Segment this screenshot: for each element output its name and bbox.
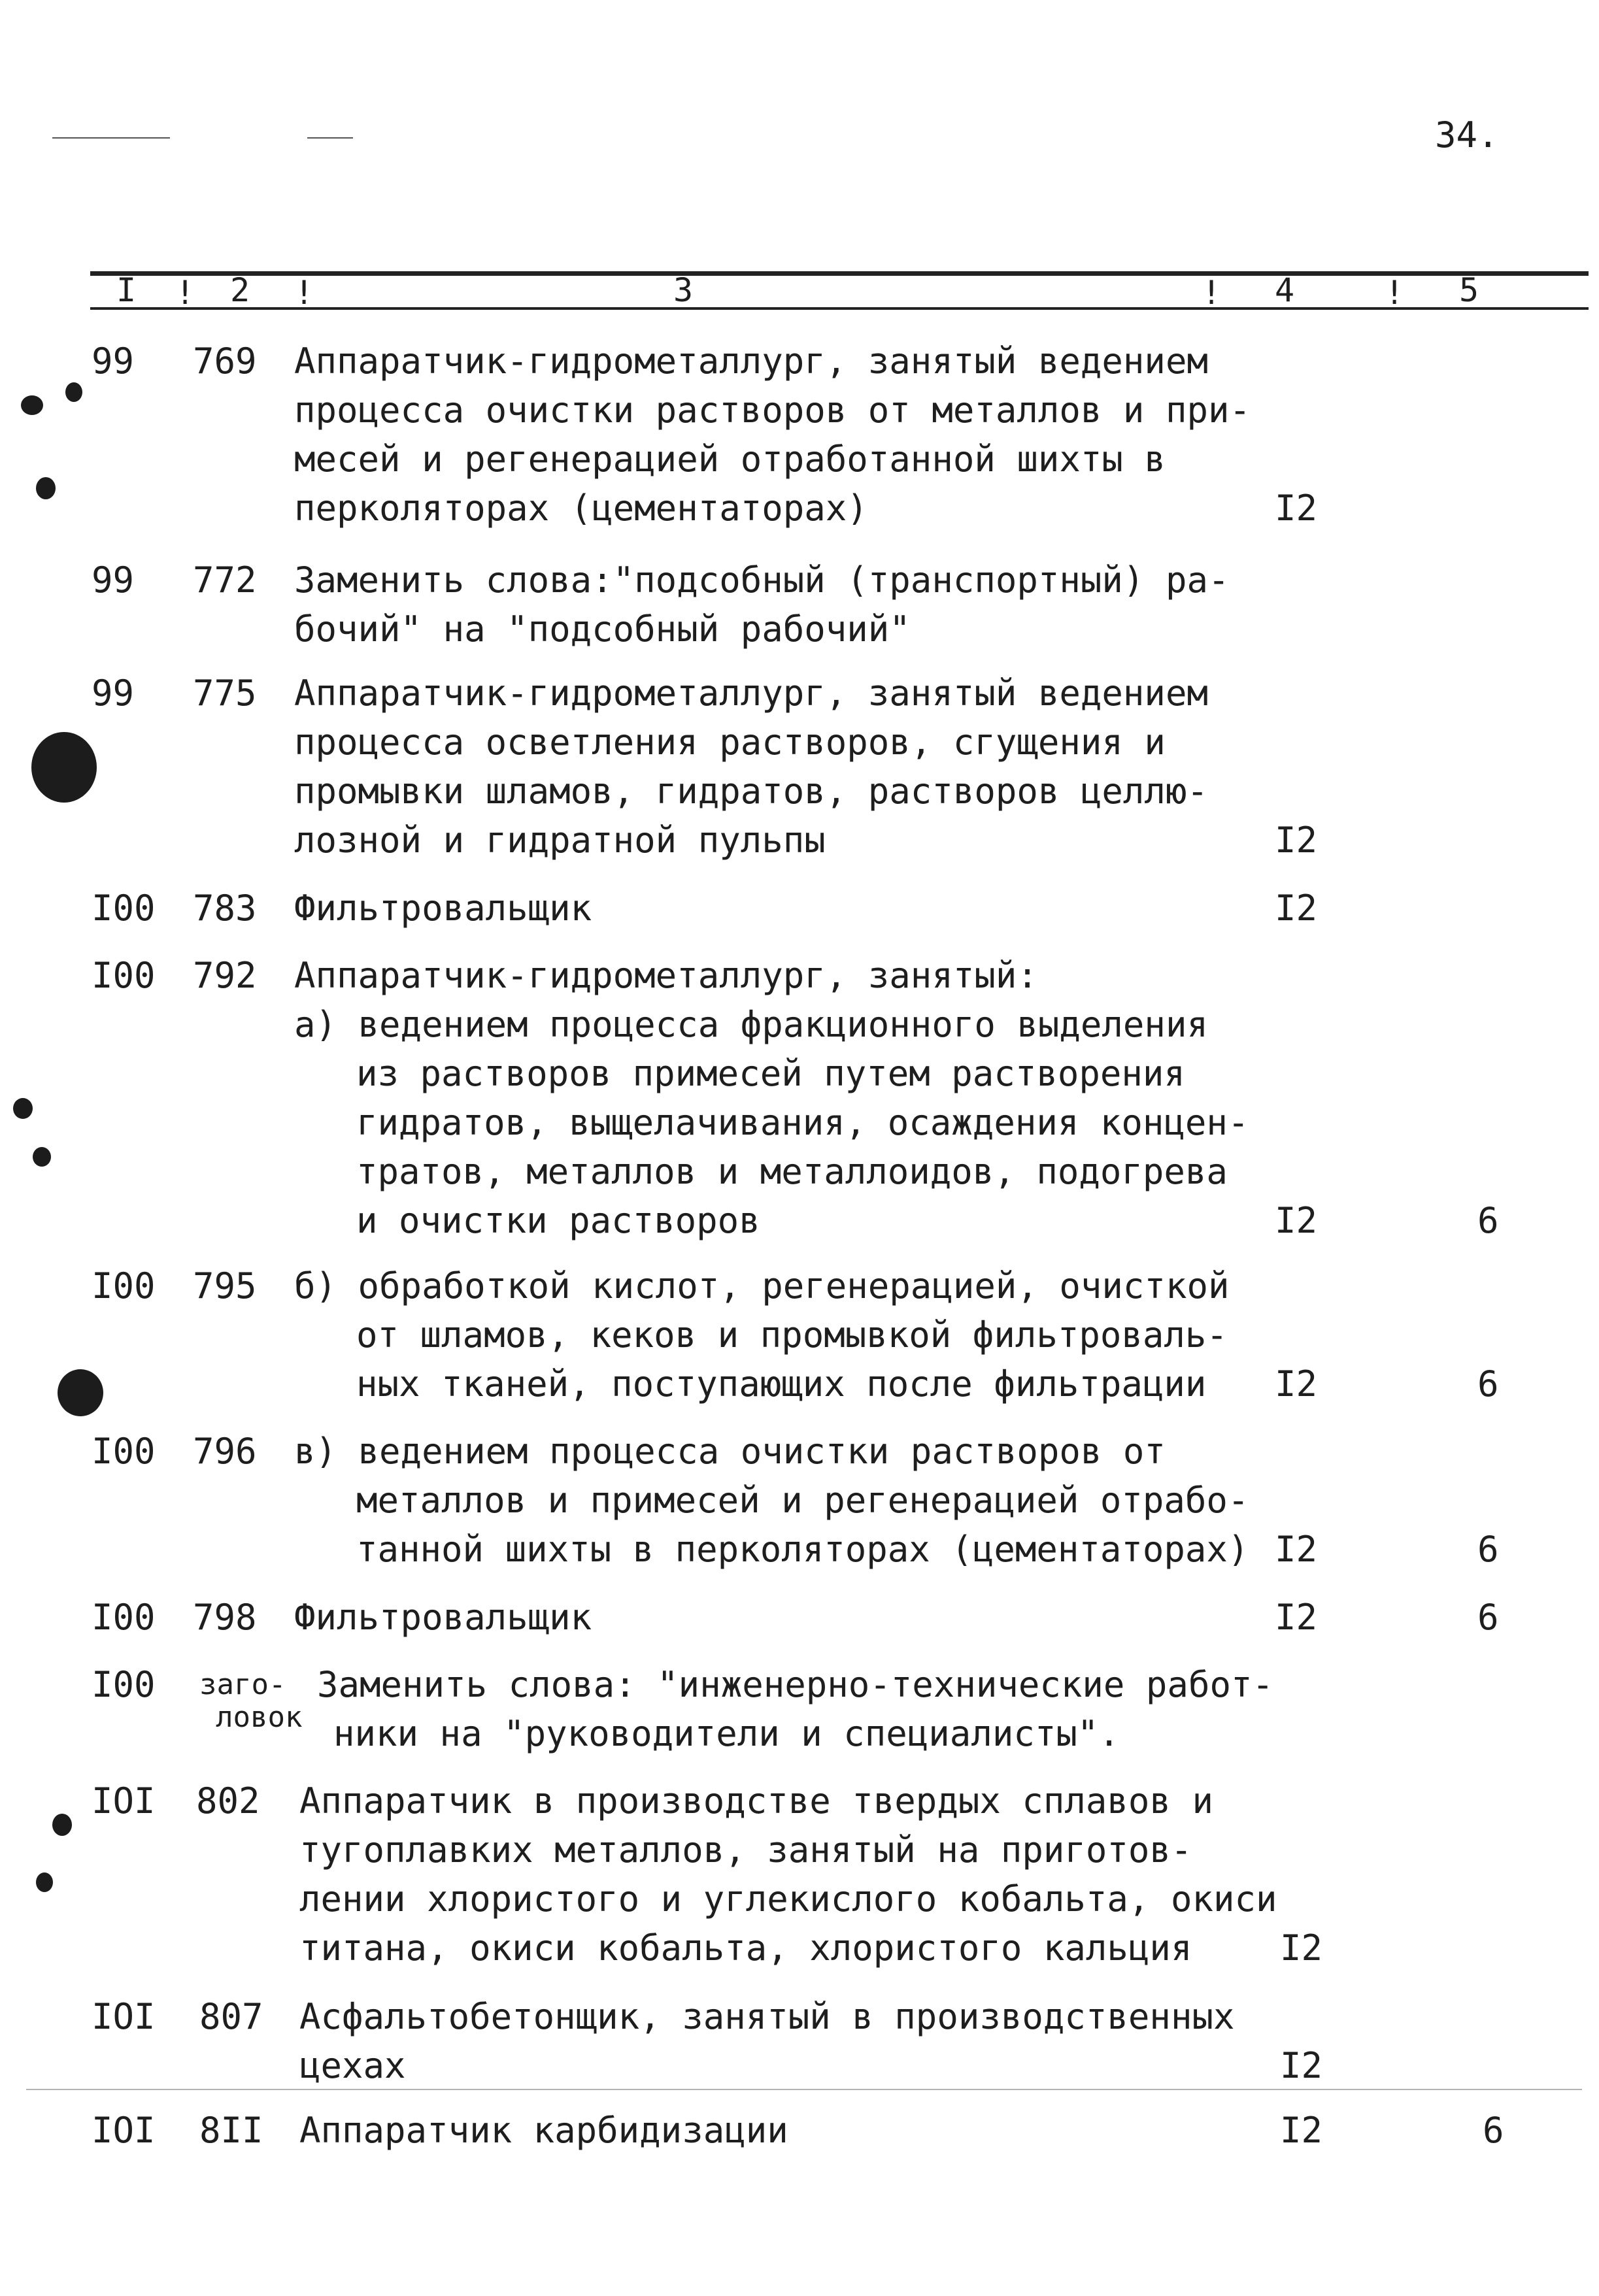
description-line: в) ведением процесса очистки растворов от <box>294 1431 1166 1472</box>
row-col4: I2 <box>1275 1597 1318 1638</box>
description-line: и очистки растворов <box>356 1200 760 1241</box>
row-description <box>317 1660 1273 1709</box>
ink-blot <box>52 1814 72 1836</box>
header-col4: 4 <box>1275 271 1295 309</box>
row-col5: 6 <box>1483 2110 1504 2151</box>
header-separator: ! <box>175 274 195 312</box>
row-col1: I00 <box>92 1664 156 1705</box>
scan-artifact-line <box>52 137 170 139</box>
description-line: лозной и гидратной пульпы <box>294 820 826 861</box>
description-line: Аппаратчик в производстве твердых сплавов и <box>299 1780 1213 1822</box>
row-col5: 6 <box>1477 1529 1499 1570</box>
row-col2: 8II <box>199 2110 263 2151</box>
description-line: Аппаратчик карбидизации <box>299 2110 788 2151</box>
description-line: Фильтровальщик <box>294 888 592 929</box>
row-col2: 783 <box>193 888 257 929</box>
description-line: ных тканей, поступающих после фильтрации <box>356 1363 1207 1405</box>
description-line: б) обработкой кислот, регенерацией, очисткой <box>294 1265 1230 1306</box>
row-col1: 99 <box>92 559 135 601</box>
description-line: бочий" на "подсобный рабочий" <box>294 608 911 650</box>
row-col2: 802 <box>196 1780 260 1822</box>
description-line: перколяторах (цементаторах) <box>294 488 868 529</box>
row-col2-part1: заго- <box>199 1668 286 1701</box>
row-col4: I2 <box>1275 888 1318 929</box>
row-col1: IOI <box>92 2110 156 2151</box>
description-line: из растворов примесей путем растворения <box>356 1053 1185 1094</box>
scan-artifact-line <box>307 137 353 139</box>
row-col2-part2: ловок <box>216 1701 303 1734</box>
header-top-rule <box>90 271 1589 276</box>
description-line: цехах <box>299 2045 406 2086</box>
description-line: ники на "руководители и специалисты". <box>333 1713 1120 1754</box>
ink-blot <box>36 1872 53 1892</box>
row-col4: I2 <box>1275 488 1318 529</box>
description-line: а) ведением процесса фракционного выделения <box>294 1004 1208 1045</box>
header-separator: ! <box>294 274 314 312</box>
row-description <box>294 337 1251 533</box>
row-col2: 775 <box>193 673 257 714</box>
description-line: процесса осветления растворов, сгущения и <box>294 722 1166 763</box>
page-number: 34. <box>1435 114 1499 156</box>
description-line: процесса очистки растворов от металлов и при- <box>294 390 1251 431</box>
row-col2: 798 <box>193 1597 257 1638</box>
description-line: гидратов, выщелачивания, осаждения концен- <box>356 1102 1249 1143</box>
row-description <box>299 2106 788 2155</box>
row-col4: I2 <box>1280 2045 1323 2086</box>
description-line: титана, окиси кобальта, хлористого кальция <box>299 1927 1192 1969</box>
row-col2: 792 <box>193 955 257 996</box>
row-col2: 769 <box>193 341 257 382</box>
row-col1: I00 <box>92 888 156 929</box>
description-line: Заменить слова:"подсобный (транспортный) ра- <box>294 559 1230 601</box>
row-description <box>299 1776 1277 1972</box>
row-col1: I00 <box>92 1265 156 1306</box>
row-col2: 795 <box>193 1265 257 1306</box>
row-description <box>299 1992 1234 2090</box>
row-col1: 99 <box>92 341 135 382</box>
header-col3: 3 <box>673 271 694 309</box>
row-description <box>294 1593 592 1642</box>
ink-blot <box>33 1147 51 1167</box>
description-line: тугоплавких металлов, занятый на приготов- <box>299 1829 1192 1871</box>
header-separator: ! <box>1385 274 1405 312</box>
row-col5: 6 <box>1477 1363 1499 1405</box>
row-col4: I2 <box>1280 1927 1323 1969</box>
description-line: металлов и примесей и регенерацией отрабо- <box>356 1480 1249 1521</box>
row-col2: 772 <box>193 559 257 601</box>
ink-blot <box>13 1098 33 1119</box>
description-line: Фильтровальщик <box>294 1597 592 1638</box>
row-description <box>294 1427 1249 1574</box>
description-line: Аппаратчик-гидрометаллург, занятый ведением <box>294 341 1208 382</box>
row-col1: I00 <box>92 1431 156 1472</box>
row-col1: 99 <box>92 673 135 714</box>
row-col5: 6 <box>1477 1200 1499 1241</box>
description-line: Аппаратчик-гидрометаллург, занятый: <box>294 955 1038 996</box>
description-line: промывки шламов, гидратов, растворов целлю- <box>294 771 1208 812</box>
header-col2: 2 <box>230 271 250 309</box>
row-col4: I2 <box>1275 1200 1318 1241</box>
description-line: танной шихты в перколяторах (цементаторах) <box>356 1529 1249 1570</box>
row-col1: IOI <box>92 1996 156 2037</box>
fold-line <box>26 2089 1582 2090</box>
row-col1: I00 <box>92 955 156 996</box>
row-col4: I2 <box>1275 1363 1318 1405</box>
header-separator: ! <box>1202 274 1222 312</box>
row-description <box>294 1261 1229 1408</box>
row-col4: I2 <box>1280 2110 1323 2151</box>
row-description <box>294 884 592 933</box>
row-col2: 796 <box>193 1431 257 1472</box>
ink-blot <box>36 477 56 499</box>
description-line: Асфальтобетонщик, занятый в производственных <box>299 1996 1235 2037</box>
description-line: месей и регенерацией отработанной шихты в <box>294 439 1166 480</box>
row-col4: I2 <box>1275 820 1318 861</box>
header-col1: I <box>116 271 137 309</box>
row-description <box>294 669 1208 865</box>
ink-blot <box>21 395 43 415</box>
description-line: Аппаратчик-гидрометаллург, занятый ведением <box>294 673 1208 714</box>
row-col5: 6 <box>1477 1597 1499 1638</box>
row-col4: I2 <box>1275 1529 1318 1570</box>
row-description <box>294 951 1249 1245</box>
description-line: Заменить слова: "инженерно-технические работ- <box>317 1664 1273 1705</box>
row-col1: IOI <box>92 1780 156 1822</box>
description-line: тратов, металлов и металлоидов, подогрева <box>356 1151 1228 1192</box>
row-description <box>294 556 1229 654</box>
ink-blot <box>31 732 97 803</box>
row-col1: I00 <box>92 1597 156 1638</box>
description-line: от шламов, кеков и промывкой фильтроваль- <box>356 1314 1228 1356</box>
row-description <box>333 1709 1120 1758</box>
description-line: лении хлористого и углекислого кобальта, окиси <box>299 1878 1277 1920</box>
header-col5: 5 <box>1459 271 1479 309</box>
ink-blot <box>65 382 82 402</box>
ink-blot <box>58 1369 103 1416</box>
header-bottom-rule <box>90 307 1589 310</box>
row-col2: 807 <box>199 1996 263 2037</box>
